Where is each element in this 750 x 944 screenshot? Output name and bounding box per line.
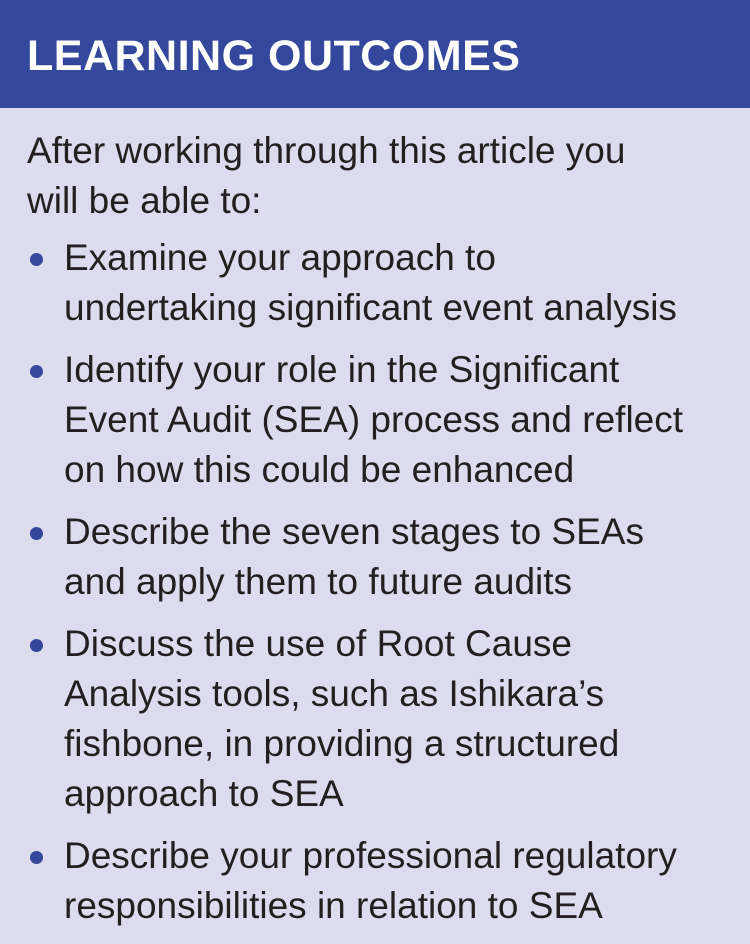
header-bar bbox=[0, 0, 750, 108]
bullet-icon bbox=[30, 639, 43, 652]
intro-line: will be able to: bbox=[27, 180, 262, 221]
box-title: LEARNING OUTCOMES bbox=[27, 32, 521, 80]
outcome-text bbox=[64, 619, 744, 819]
outcome-item bbox=[0, 831, 750, 931]
outcome-item bbox=[0, 345, 750, 495]
outcome-line: Analysis tools, such as Ishikara’s bbox=[64, 673, 605, 714]
outcome-line: Discuss the use of Root Cause bbox=[64, 623, 572, 664]
bullet-icon bbox=[30, 253, 43, 266]
outcome-line: responsibilities in relation to SEA bbox=[64, 885, 603, 926]
outcomes-list bbox=[0, 233, 750, 943]
outcome-line: Describe the seven stages to SEAs bbox=[64, 511, 644, 552]
bullet-icon bbox=[30, 365, 43, 378]
outcome-line: approach to SEA bbox=[64, 773, 344, 814]
outcome-text bbox=[64, 345, 744, 495]
outcome-line: Describe your professional regulatory bbox=[64, 835, 677, 876]
outcome-line: fishbone, in providing a structured bbox=[64, 723, 620, 764]
outcome-item bbox=[0, 507, 750, 607]
outcome-text bbox=[64, 233, 744, 333]
outcome-item bbox=[0, 619, 750, 819]
intro-text bbox=[27, 126, 727, 226]
bullet-icon bbox=[30, 527, 43, 540]
outcome-line: and apply them to future audits bbox=[64, 561, 573, 602]
outcome-line: Identify your role in the Significant bbox=[64, 349, 620, 390]
bullet-icon bbox=[30, 851, 43, 864]
outcome-item bbox=[0, 233, 750, 333]
outcome-line: Event Audit (SEA) process and reflect bbox=[64, 399, 684, 440]
outcome-text bbox=[64, 507, 744, 607]
outcome-text bbox=[64, 831, 744, 931]
outcome-line: Examine your approach to bbox=[64, 237, 496, 278]
outcome-line: on how this could be enhanced bbox=[64, 449, 575, 490]
outcome-line: undertaking significant event analysis bbox=[64, 287, 677, 328]
intro-line: After working through this article you bbox=[27, 130, 626, 171]
